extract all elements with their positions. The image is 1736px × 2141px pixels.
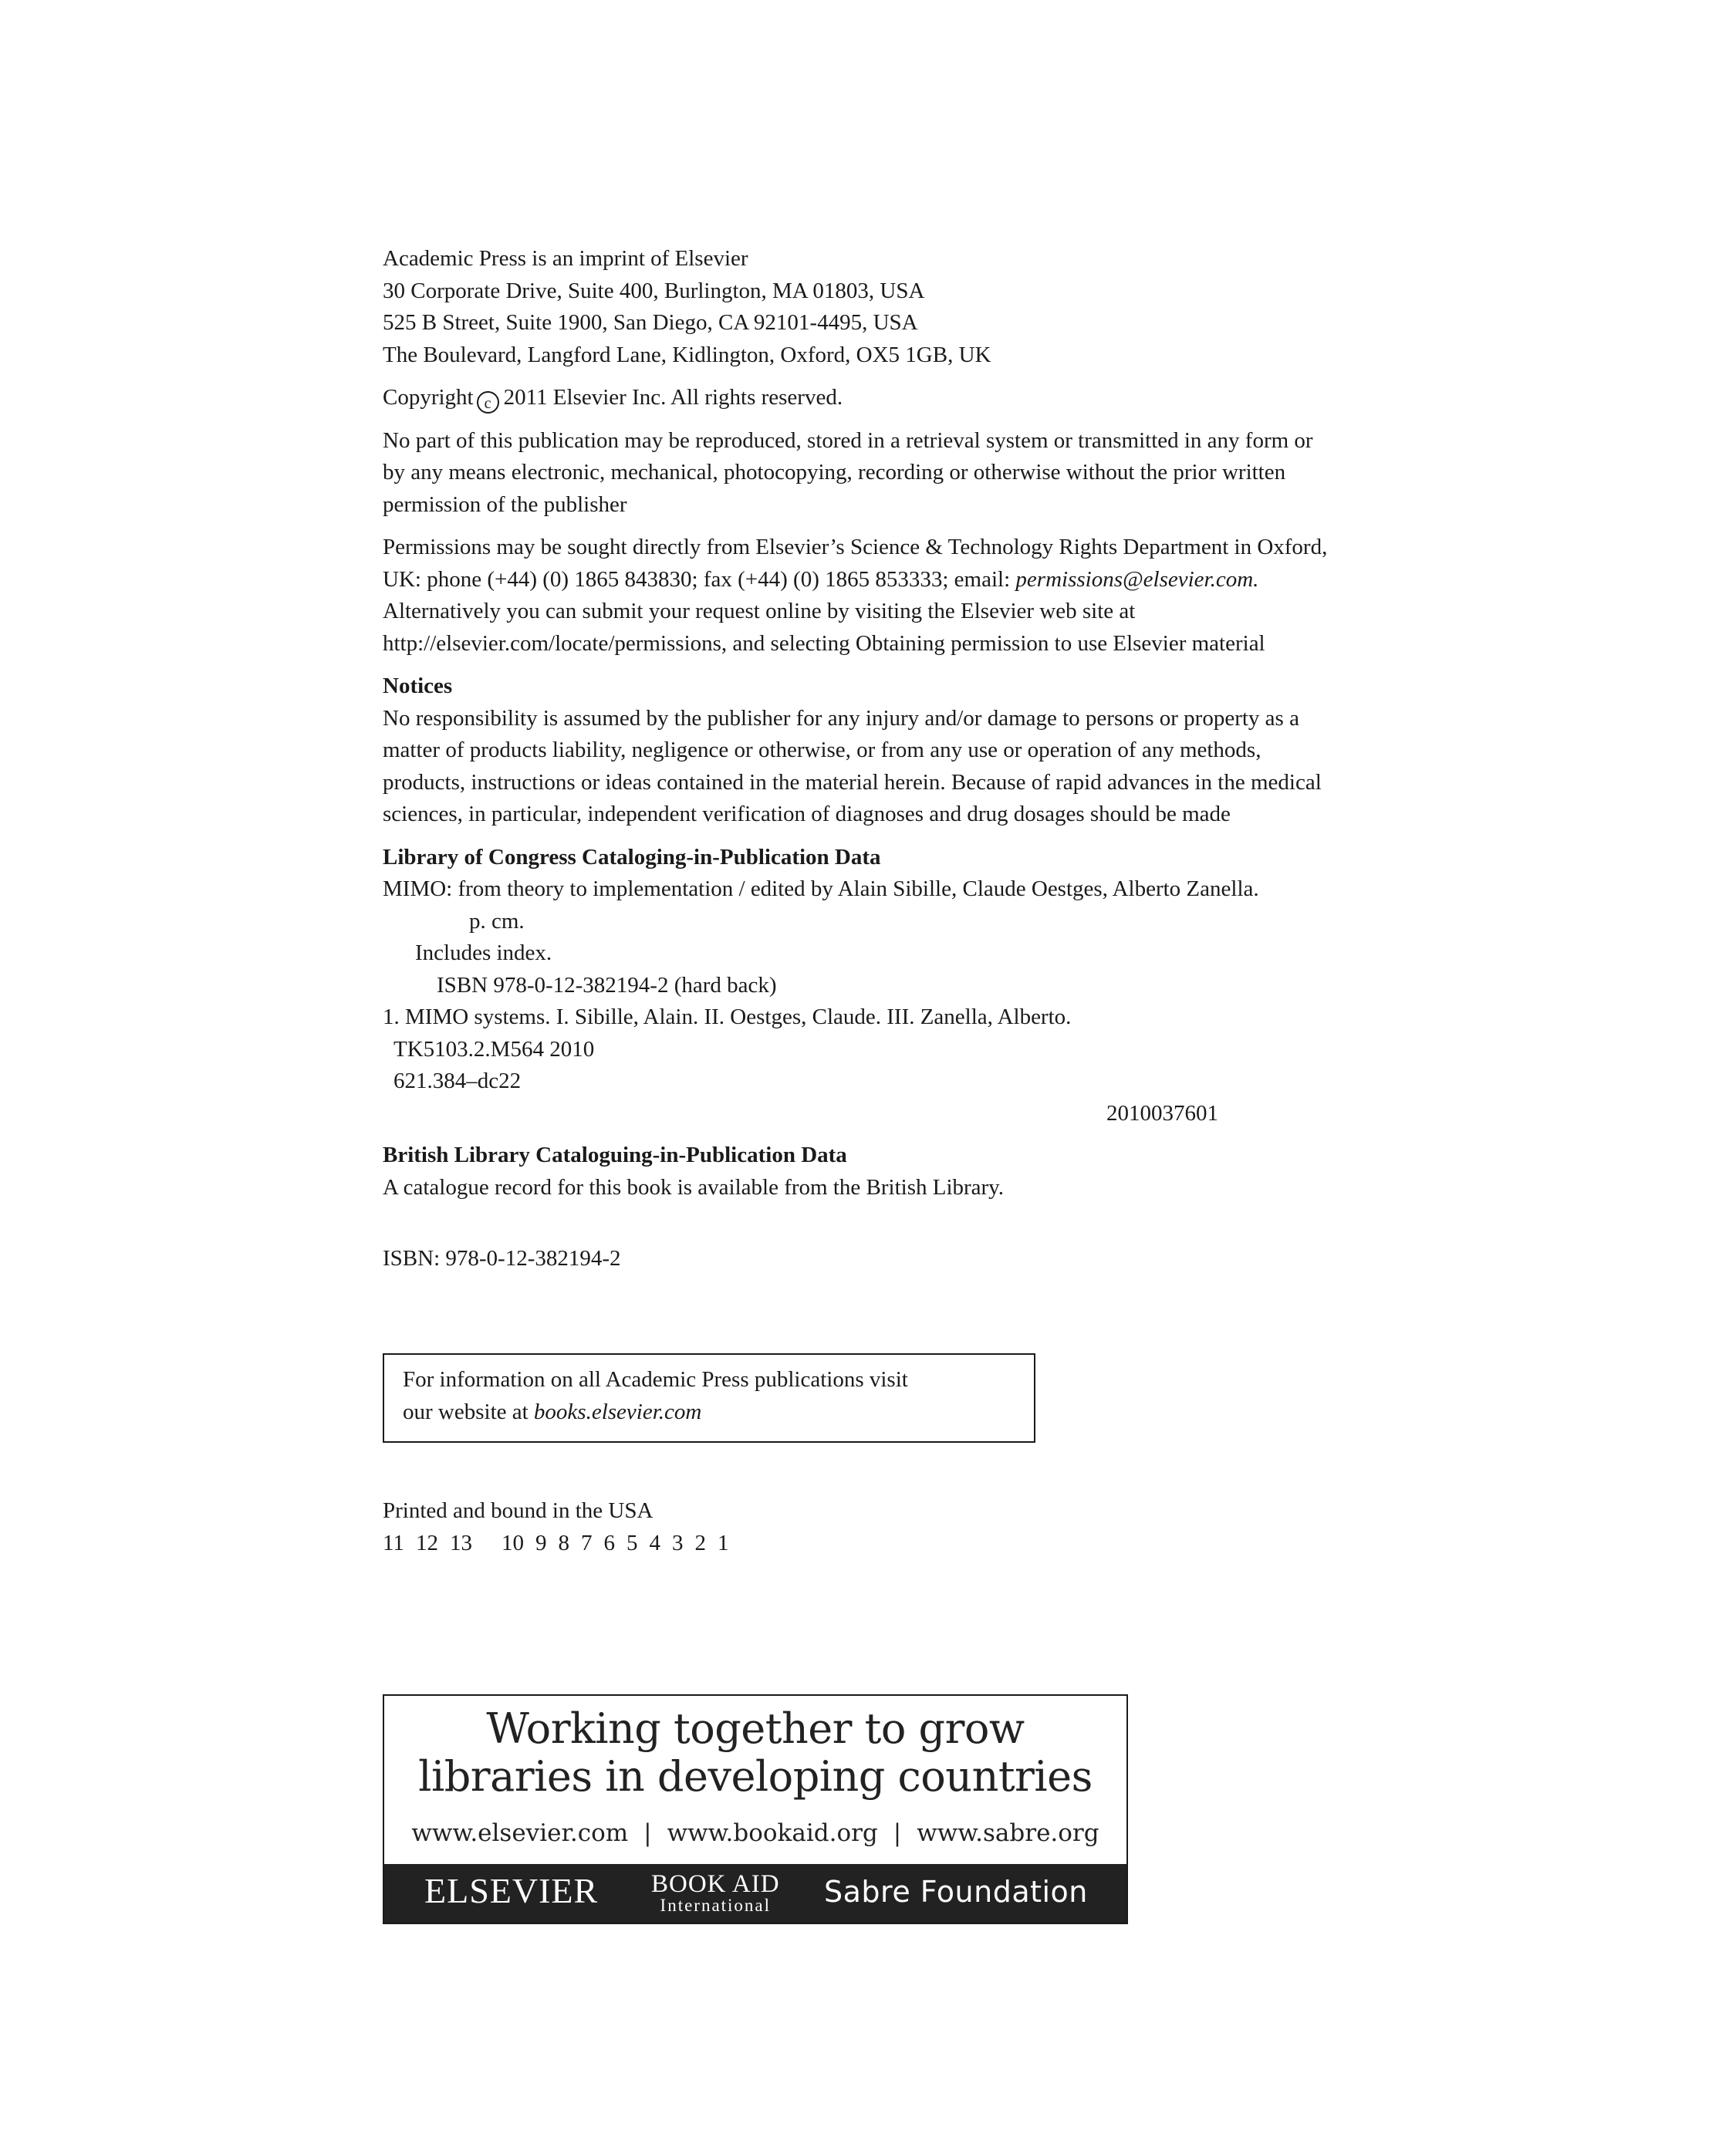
- copyright-rest: 2011 Elsevier Inc. All rights reserved.: [503, 385, 843, 410]
- imprint-block: [383, 243, 1517, 371]
- loc-ddc: 621.384–dc22: [393, 1069, 522, 1093]
- permissions-line: Permissions may be sought directly from Elsevier’s Science & Technology Rights Department in Oxford,: [383, 535, 1328, 559]
- print-impression: 9: [535, 1530, 547, 1555]
- logo-strip: [384, 1864, 1126, 1923]
- bookaid-logo-bottom: International: [660, 1896, 772, 1915]
- print-year: 13: [449, 1530, 472, 1555]
- banner-headline-line: Working together to grow: [486, 1704, 1025, 1753]
- copyright-icon: c: [477, 391, 499, 414]
- imprint-line: 525 B Street, Suite 1900, San Diego, CA 92101-4495, USA: [383, 310, 918, 335]
- website-link[interactable]: books.elsevier.com: [533, 1399, 702, 1424]
- notices-line: sciences, in particular, independent verification of diagnoses and drug dosages should be made: [383, 802, 1231, 826]
- link-separator: |: [893, 1819, 902, 1847]
- reproduction-line: No part of this publication may be reproduced, stored in a retrieval system or transmitted in any form or: [383, 427, 1313, 453]
- sabre-logo: Sabre Foundation: [824, 1875, 1088, 1909]
- copyright-prefix: Copyright: [383, 385, 474, 410]
- print-year: 11: [383, 1530, 404, 1555]
- reproduction-line: permission of the publisher: [383, 491, 627, 517]
- publications-info-box: [383, 1353, 1035, 1443]
- permissions-block: [383, 532, 1517, 660]
- permissions-email-link[interactable]: permissions@elsevier.com.: [1015, 566, 1259, 592]
- notices-line: products, instructions or ideas contained in the material herein. Because of rapid advances in the medical: [383, 769, 1322, 795]
- notices-line: matter of products liability, negligence or otherwise, or from any use or operation of any methods,: [383, 738, 1261, 762]
- notices-line: No responsibility is assumed by the publisher for any injury and/or damage to persons or property as a: [383, 705, 1299, 731]
- print-impression: 4: [649, 1530, 660, 1555]
- loc-heading: Library of Congress Cataloging-in-Publication Data: [383, 844, 881, 870]
- print-impression: 8: [558, 1530, 569, 1555]
- print-impression: 7: [580, 1530, 593, 1555]
- notices-block: [383, 670, 1517, 831]
- loc-title: MIMO: from theory to implementation / edited by Alain Sibille, Claude Oestges, Alberto Zanella.: [383, 876, 1259, 901]
- elsevier-logo: ELSEVIER: [424, 1871, 599, 1910]
- banner-links: [384, 1818, 1126, 1850]
- print-year: 12: [415, 1530, 438, 1555]
- loc-isbn: ISBN 978-0-12-382194-2 (hard back): [437, 972, 777, 998]
- isbn-value: 978-0-12-382194-2: [445, 1246, 621, 1271]
- print-impression: 2: [694, 1530, 706, 1555]
- loc-pcm: p. cm.: [469, 908, 525, 934]
- isbn-label: ISBN:: [383, 1246, 441, 1271]
- print-number-line: [383, 1528, 740, 1560]
- loc-index: Includes index.: [415, 940, 552, 965]
- sabre-link[interactable]: www.sabre.org: [917, 1819, 1099, 1847]
- imprint-line: The Boulevard, Langford Lane, Kidlington, Oxford, OX5 1GB, UK: [383, 342, 991, 367]
- printed-text: Printed and bound in the USA: [383, 1498, 654, 1523]
- permissions-line: Alternatively you can submit your request online by visiting the Elsevier web site at: [383, 599, 1136, 623]
- reproduction-notice: [383, 425, 1517, 522]
- copyright-line: [383, 382, 1517, 414]
- infobox-website-line: [403, 1396, 1015, 1429]
- printing-block: [383, 1495, 740, 1559]
- print-impression: 3: [671, 1530, 684, 1555]
- british-cip-block: [383, 1140, 1517, 1204]
- reproduction-line: by any means electronic, mechanical, photocopying, recording or otherwise without the prior written: [383, 460, 1286, 485]
- british-heading: British Library Cataloguing-in-Publication Data: [383, 1143, 847, 1167]
- print-impression: 5: [626, 1530, 638, 1555]
- print-impression: 10: [501, 1530, 524, 1555]
- bookaid-link[interactable]: www.bookaid.org: [667, 1819, 878, 1847]
- notices-heading: Notices: [383, 674, 453, 698]
- print-impression: 6: [603, 1530, 615, 1555]
- permissions-url-line[interactable]: http://elsevier.com/locate/permissions, and selecting Obtaining permission to use Elsevier material: [383, 630, 1265, 656]
- book-aid-banner: [383, 1694, 1128, 1924]
- imprint-line: 30 Corporate Drive, Suite 400, Burlington, MA 01803, USA: [383, 278, 925, 303]
- permissions-contact-text: UK: phone (+44) (0) 1865 843830; fax (+44) (0) 1865 853333; email:: [383, 566, 1016, 592]
- infobox-website-text: our website at: [403, 1399, 534, 1424]
- banner-headline: [384, 1705, 1126, 1801]
- bookaid-logo: [651, 1872, 780, 1915]
- loc-subjects: 1. MIMO systems. I. Sibille, Alain. II. Oestges, Claude. III. Zanella, Alberto.: [383, 1005, 1072, 1029]
- permissions-contact-line: [383, 564, 1517, 596]
- british-text: A catalogue record for this book is available from the British Library.: [383, 1174, 1005, 1200]
- isbn-line: [383, 1243, 1517, 1275]
- infobox-line: For information on all Academic Press publications visit: [403, 1367, 908, 1392]
- imprint-line: Academic Press is an imprint of Elsevier: [383, 246, 748, 271]
- bookaid-logo-top: BOOK AID: [651, 1870, 780, 1898]
- loc-cip-block: [383, 842, 1517, 1130]
- loc-lccn: 2010037601: [1106, 1100, 1218, 1126]
- loc-lcc: TK5103.2.M564 2010: [393, 1036, 595, 1062]
- copyright-page-text: [383, 243, 1517, 1275]
- link-separator: |: [643, 1819, 652, 1847]
- print-impression: 1: [717, 1530, 729, 1555]
- banner-headline-line: libraries in developing countries: [418, 1752, 1093, 1801]
- elsevier-link[interactable]: www.elsevier.com: [411, 1819, 629, 1847]
